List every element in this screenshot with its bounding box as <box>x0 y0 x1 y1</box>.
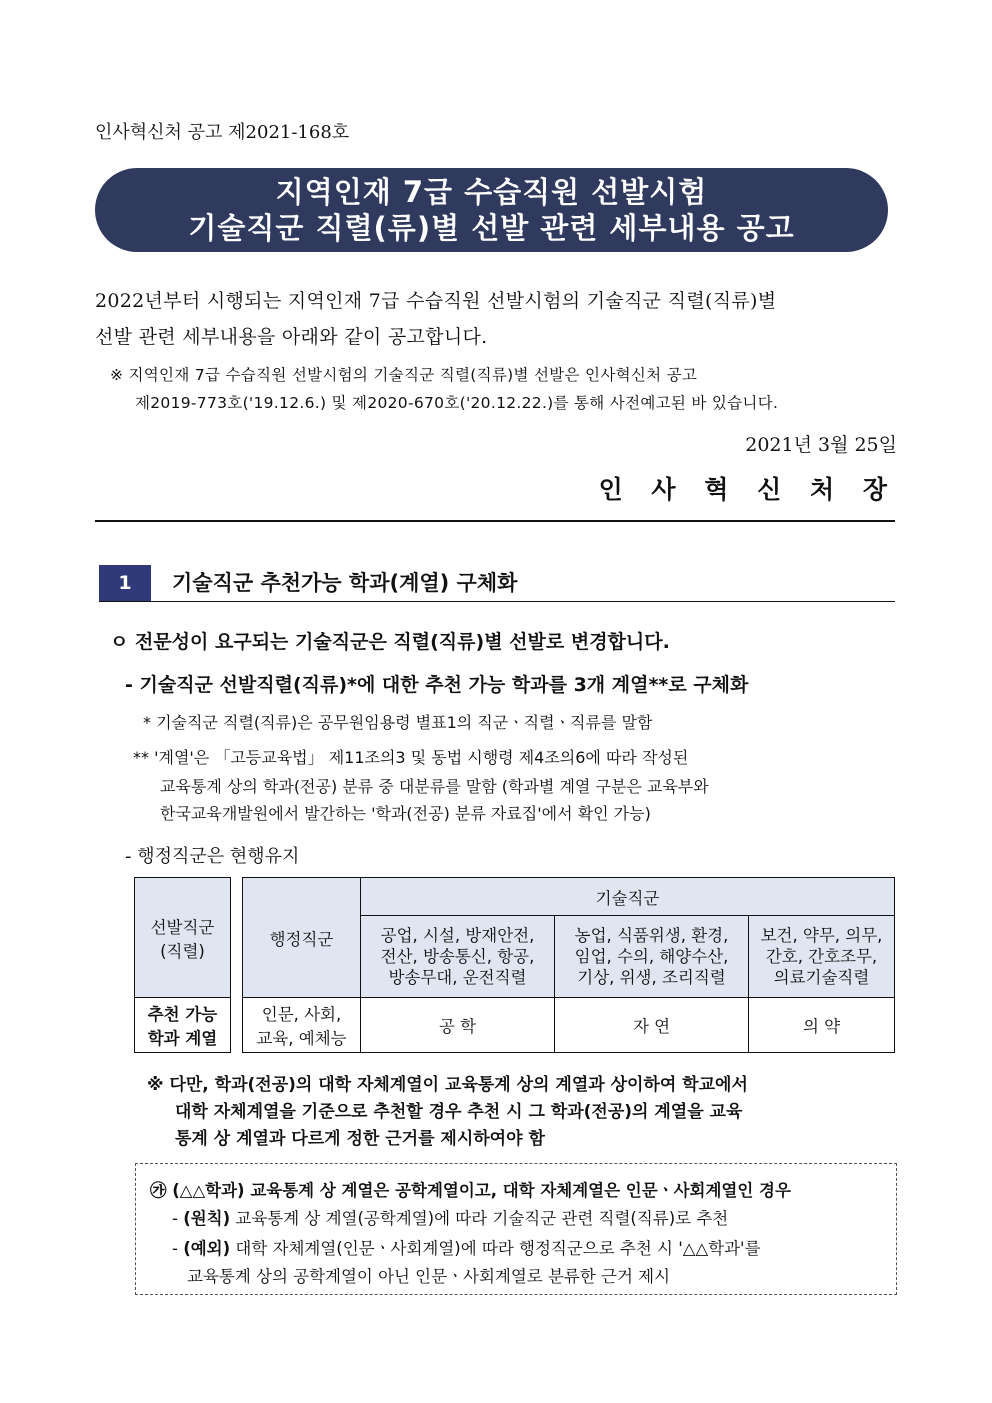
selection-group-table <box>134 877 231 1053</box>
signer: 인 사 혁 신 처 장 <box>598 475 897 504</box>
caveat-line-1: ※ 다만, 학과(전공)의 대학 자체계열이 교육통계 상의 계열과 상이하여 학교에서 <box>147 1075 748 1095</box>
intro-line-1: 2022년부터 시행되는 지역인재 7급 수습직원 선발시험의 기술직군 직렬(직류)별 <box>95 290 777 312</box>
sub-bullet-2: - 행정직군은 현행유지 <box>125 846 300 867</box>
tech-column-medical: 보건, 약무, 의무, 간호, 간호조무, 의료기술직렬 <box>749 916 895 998</box>
example-heading: ㉮ (△△학과) 교육통계 상 계열은 공학계열이고, 대학 자체계열은 인문ㆍ사회계열인 경우 <box>150 1181 791 1200</box>
selection-group-header: 선발직군 (직렬) <box>135 878 231 998</box>
prior-notice-note: ※ 지역인재 7급 수습직원 선발시험의 기술직군 직렬(직류)별 선발은 인사혁신처 공고 <box>110 366 698 384</box>
caveat-line-2: 대학 자체계열을 기준으로 추천할 경우 추천 시 그 학과(전공)의 계열을 교육 <box>175 1102 743 1122</box>
title-line-2: 기술직군 직렬(류)별 선발 관련 세부내용 공고 <box>188 211 795 245</box>
job-group-table <box>242 877 895 1053</box>
title-line-1: 지역인재 7급 수습직원 선발시험 <box>275 175 708 209</box>
example-exception-cont: 교육통계 상의 공학계열이 아닌 인문ㆍ사회계열로 분류한 근거 제시 <box>187 1267 671 1286</box>
section-underline <box>99 601 895 602</box>
exception-label: (예외) <box>183 1239 231 1258</box>
footnote-2-line-2: 교육통계 상의 학과(전공) 분류 중 대분류를 말함 (학과별 계열 구분은 교육부와 <box>160 777 709 796</box>
footnote-2-line-3: 한국교육개발원에서 발간하는 '학과(전공) 분류 자료집'에서 확인 가능) <box>160 804 651 823</box>
notice-number: 인사혁신처 공고 제2021-168호 <box>95 122 350 143</box>
section-number: 1 <box>99 565 151 601</box>
title-banner <box>95 168 888 252</box>
natural-science-major: 자 연 <box>555 998 749 1053</box>
notice-date: 2021년 3월 25일 <box>745 434 897 456</box>
exception-text: 대학 자체계열(인문ㆍ사회계열)에 따라 행정직군으로 추천 시 '△△학과'를 <box>235 1239 761 1258</box>
rule-text: 교육통계 상 계열(공학계열)에 따라 기술직군 관련 직렬(직류)로 추천 <box>235 1209 729 1228</box>
example-exception: - (예외) 대학 자체계열(인문ㆍ사회계열)에 따라 행정직군으로 추천 시 '△△학과'를 <box>172 1239 761 1258</box>
tech-group-header: 기술직군 <box>361 878 895 916</box>
tech-column-engineering: 공업, 시설, 방재안전, 전산, 방송통신, 항공, 방송무대, 운전직렬 <box>361 916 555 998</box>
admin-group-majors: 인문, 사회, 교육, 예체능 <box>243 998 361 1053</box>
tech-column-natural: 농업, 식품위생, 환경, 임업, 수의, 해양수산, 기상, 위생, 조리직렬 <box>555 916 749 998</box>
main-bullet: ㅇ 전문성이 요구되는 기술직군은 직렬(직류)별 선발로 변경합니다. <box>110 631 670 653</box>
sub-bullet-1: - 기술직군 선발직렬(직류)*에 대한 추천 가능 학과를 3개 계열**로 구체화 <box>125 674 749 696</box>
section-title: 기술직군 추천가능 학과(계열) 구체화 <box>172 571 518 595</box>
recommendable-major-label: 추천 가능 학과 계열 <box>135 998 231 1053</box>
footnote-1: * 기술직군 직렬(직류)은 공무원임용령 별표1의 직군ㆍ직렬ㆍ직류를 말함 <box>143 713 653 732</box>
admin-group-header: 행정직군 <box>243 878 361 998</box>
divider <box>95 520 895 522</box>
caveat-line-3: 통계 상 계열과 다르게 정한 근거를 제시하여야 함 <box>175 1129 545 1149</box>
intro-line-2: 선발 관련 세부내용을 아래와 같이 공고합니다. <box>95 326 488 348</box>
prior-notice-note-cont: 제2019-773호('19.12.6.) 및 제2020-670호('20.12.22.)를 통해 사전예고된 바 있습니다. <box>135 394 779 412</box>
footnote-2-line-1: ** '계열'은 「고등교육법」 제11조의3 및 동법 시행령 제4조의6에 따라 작성된 <box>133 748 689 767</box>
rule-label: (원칙) <box>183 1209 231 1228</box>
engineering-major: 공 학 <box>361 998 555 1053</box>
example-rule: - (원칙) 교육통계 상 계열(공학계열)에 따라 기술직군 관련 직렬(직류)로 추천 <box>172 1209 729 1228</box>
medical-major: 의 약 <box>749 998 895 1053</box>
